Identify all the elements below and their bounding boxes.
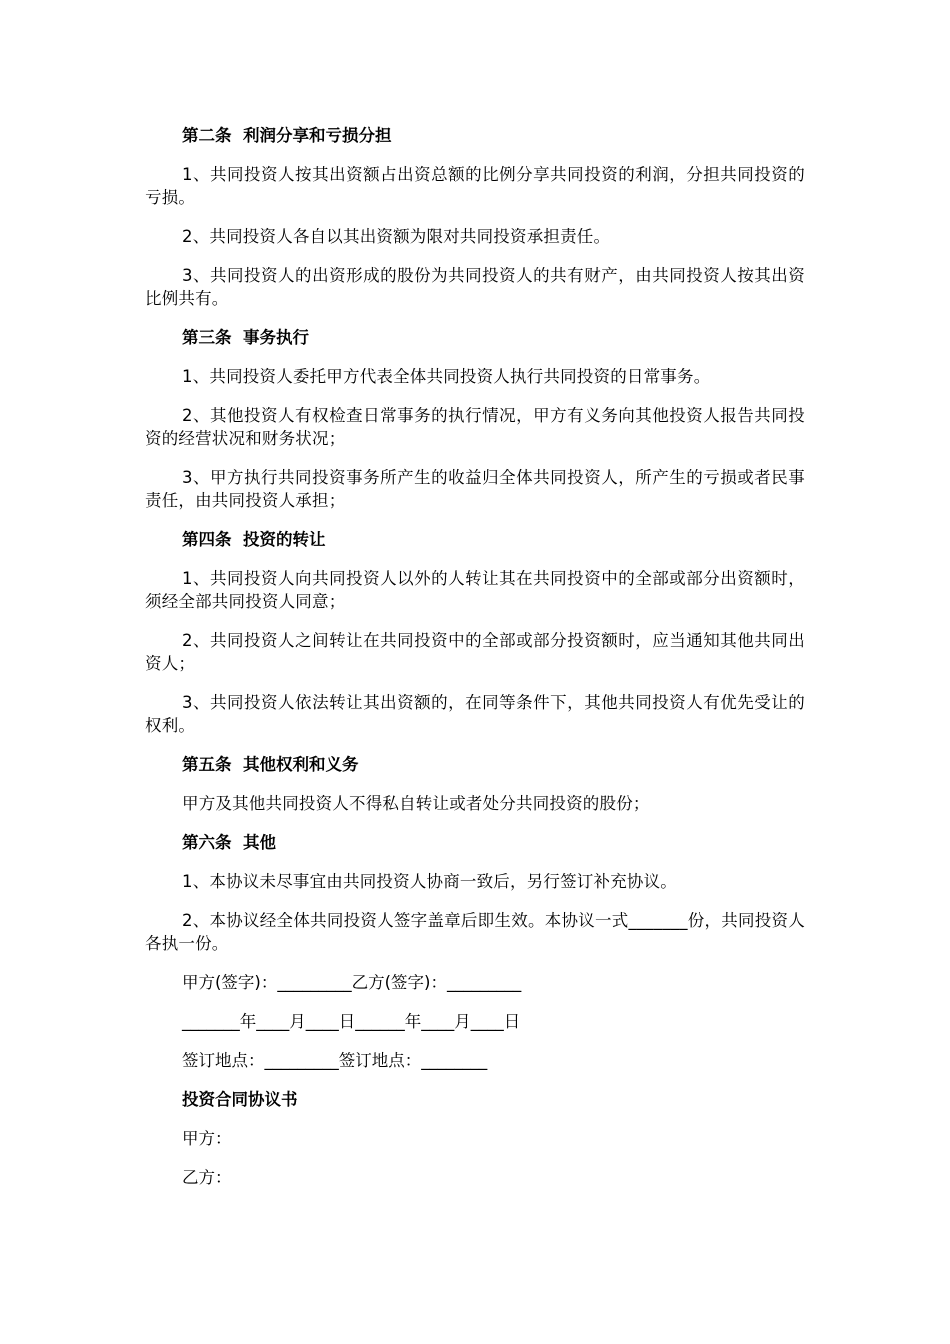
document-body bbox=[145, 124, 805, 1189]
section-4-item-2: 2、共同投资人之间转让在共同投资中的全部或部分投资额时，应当通知其他共同出资人； bbox=[145, 631, 805, 673]
section-3-item-3: 3、甲方执行共同投资事务所产生的收益归全体共同投资人，所产生的亏损或者民事责任，由共同投资人承担； bbox=[145, 468, 805, 510]
section-5-item-1: 甲方及其他共同投资人不得私自转让或者处分共同投资的股份； bbox=[182, 794, 650, 813]
section-2-heading: 第二条 利润分享和亏损分担 bbox=[182, 126, 392, 145]
section-4-item-3: 3、共同投资人依法转让其出资额的，在同等条件下，其他共同投资人有优先受让的权利。 bbox=[145, 693, 805, 735]
section-5-heading: 第五条 其他权利和义务 bbox=[182, 755, 359, 774]
section-3-item-1: 1、共同投资人委托甲方代表全体共同投资人执行共同投资的日常事务。 bbox=[182, 367, 711, 386]
section-6-item-1: 1、本协议未尽事宜由共同投资人协商一致后，另行签订补充协议。 bbox=[182, 872, 677, 891]
signature-date-line: _______年____月____日______年____月____日 bbox=[182, 1012, 521, 1031]
next-document-title: 投资合同协议书 bbox=[182, 1090, 298, 1109]
section-2-item-3: 3、共同投资人的出资形成的股份为共同投资人的共有财产，由共同投资人按其出资比例共有。 bbox=[145, 266, 805, 308]
section-4-heading: 第四条 投资的转让 bbox=[182, 530, 326, 549]
party-a-label: 甲方： bbox=[182, 1129, 232, 1148]
signature-place-line: 签订地点：_________签订地点：________ bbox=[182, 1051, 488, 1070]
section-6-heading: 第六条 其他 bbox=[182, 833, 276, 852]
signature-parties-line: 甲方(签字)：_________乙方(签字)：_________ bbox=[182, 973, 522, 992]
section-4-item-1: 1、共同投资人向共同投资人以外的人转让其在共同投资中的全部或部分出资额时，须经全部共同投资人同意； bbox=[145, 569, 805, 611]
section-3-heading: 第三条 事务执行 bbox=[182, 328, 309, 347]
party-b-label: 乙方： bbox=[182, 1168, 232, 1187]
section-3-item-2: 2、其他投资人有权检查日常事务的执行情况，甲方有义务向其他投资人报告共同投资的经营状况和财务状况； bbox=[145, 406, 805, 448]
section-2-item-2: 2、共同投资人各自以其出资额为限对共同投资承担责任。 bbox=[182, 227, 611, 246]
section-6-item-2: 2、本协议经全体共同投资人签字盖章后即生效。本协议一式_______份，共同投资人各执一份。 bbox=[145, 911, 805, 953]
section-2-item-1: 1、共同投资人按其出资额占出资总额的比例分享共同投资的利润，分担共同投资的亏损。 bbox=[145, 165, 805, 207]
